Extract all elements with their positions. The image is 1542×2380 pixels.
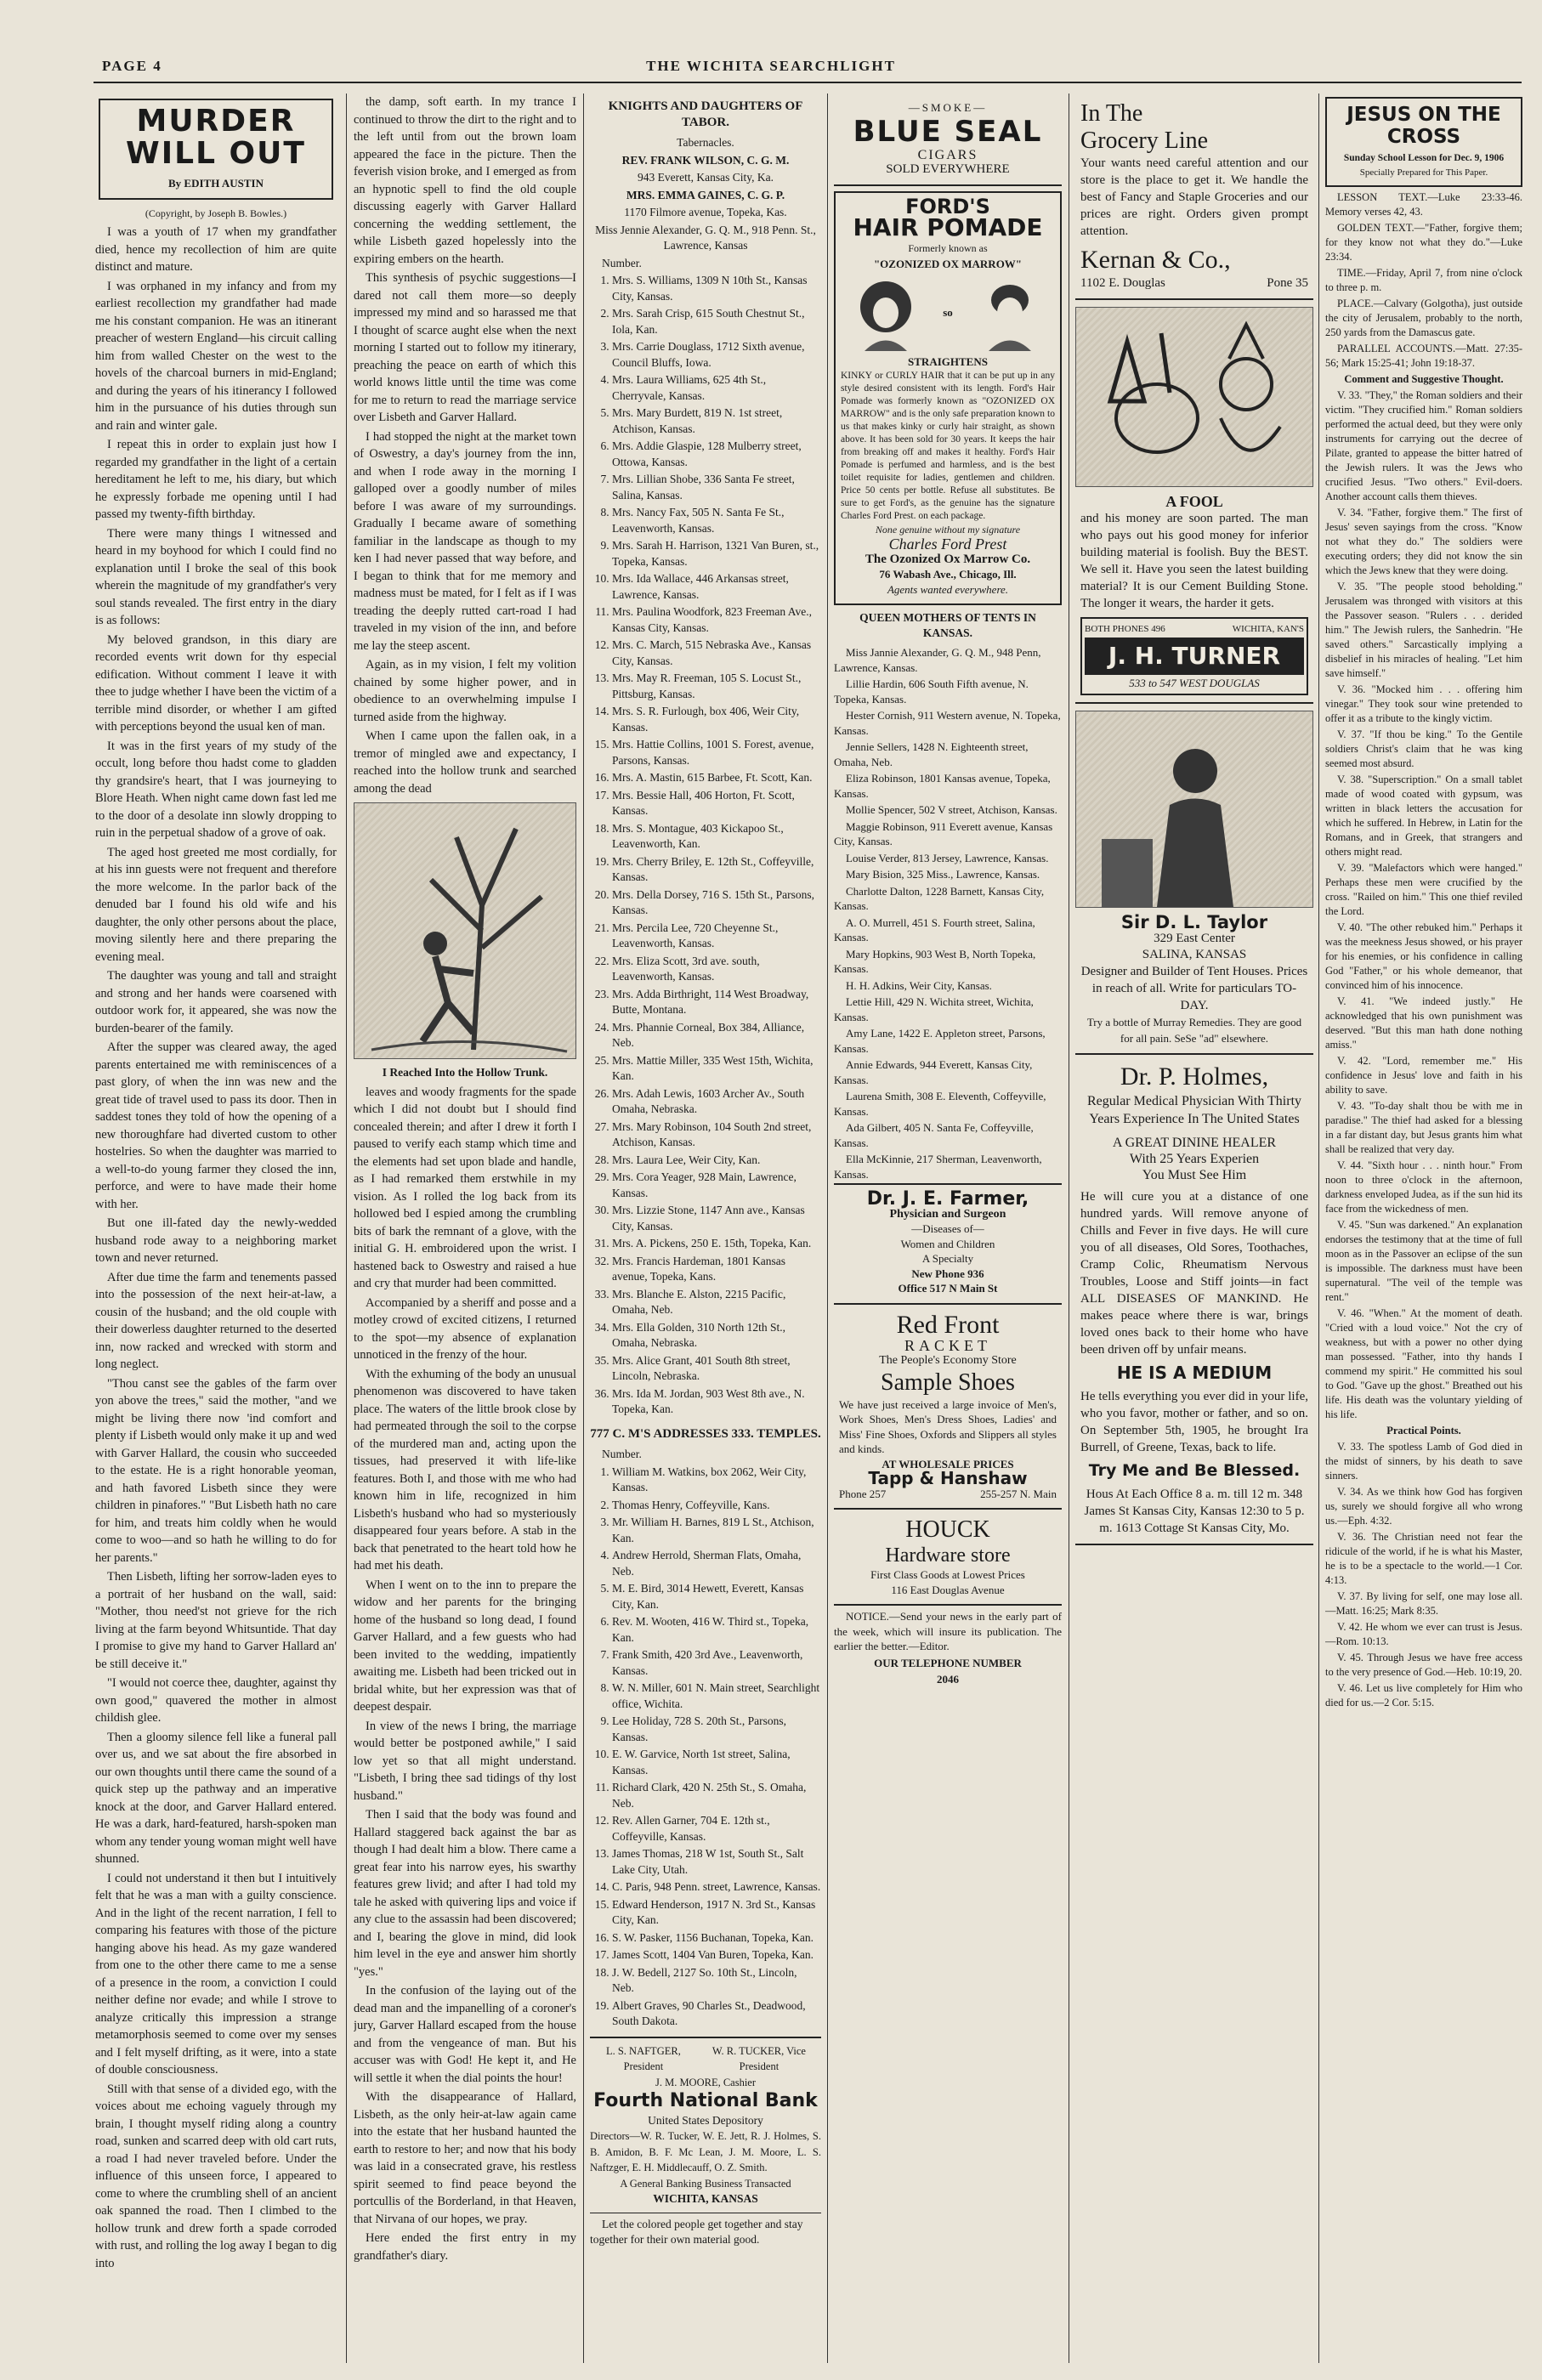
- holmes-ad: [1075, 1055, 1313, 1545]
- lesson-title-box: [1325, 97, 1522, 187]
- temples-heading: 777 C. M'S ADDRESSES 333. TEMPLES.: [590, 1426, 821, 1441]
- list-item: 21. Mrs. Percila Lee, 720 Cheyenne St., Leavenworth, Kansas.: [612, 921, 821, 952]
- fool-caption: A FOOL: [1165, 493, 1223, 510]
- list-item: 10. Mrs. Ida Wallace, 446 Arkansas street, Lawrence, Kansas.: [612, 571, 821, 603]
- story-paragraph: the damp, soft earth. In my trance I continued to throw the dirt to the right and to the left until from out the brown loam appeared the face in the picture. Then the feverish vision broke, and I emerged as from an hypnotic spell to find the old couple discussing eagerly with Garver Hallard concerning the wedding settlement, the while Lisbeth gazed hopelessly into the expiring embers on the hearth.: [354, 95, 576, 266]
- list-item: 1. Mrs. S. Williams, 1309 N 10th St., Kansas City, Kansas.: [612, 273, 821, 304]
- red-front-ad: [834, 1305, 1062, 1510]
- houck-label: HOUCK: [905, 1516, 990, 1543]
- story-paragraph: Still with that sense of a divided ego, with the voices about me echoing vaguely through my brain, I thought myself riding along a country road, sunken and scarred deep with old cart ruts, a road I had never traveled before. Under the influence of this unseen force, I appeared to come to where the crumbling shell of an ancient oak spanned the road. Then I climbed to the hollow trunk and drew forth a spade corroded with rust, and rolling the log away I began to dig into: [95, 2082, 337, 2270]
- queen-list: [834, 645, 1062, 1182]
- story-paragraph: I repeat this in order to explain just how I regarded my grandfather in the light of a certain hereditament he left to me, his diary, but which he expressly forbade me opening until I had passed my twenty-fifth birthday.: [95, 438, 337, 521]
- knights-officer-address: 943 Everett, Kansas City, Ka.: [638, 171, 774, 184]
- masthead: [0, 0, 1542, 94]
- list-item: 5. M. E. Bird, 3014 Hewett, Everett, Kansas City, Kan.: [612, 1581, 821, 1612]
- turner-city: WICHITA, KAN'S: [1232, 624, 1304, 634]
- story-title: MURDER WILL OUT: [126, 104, 306, 171]
- man-portrait-photo: [1076, 711, 1312, 907]
- list-item: 18. Mrs. S. Montague, 403 Kickapoo St., Leavenworth, Kan.: [612, 821, 821, 853]
- list-item: 30. Mrs. Lizzie Stone, 1147 Ann ave., Kansas City, Kansas.: [612, 1203, 821, 1234]
- hair-pomade-label: HAIR POMADE: [853, 213, 1043, 241]
- list-item: 11. Richard Clark, 420 N. 25th St., S. Omaha, Neb.: [612, 1780, 821, 1811]
- story-paragraph: With the exhuming of the body an unusual phenomenon was discovered to have taken place. The waters of the little brook close by had permeated through the soil to the corpse of the murdered man and, acting upon the tissues, had preserved it with life-like features. Both I, and those with me who had known him in life, recognized in him Lisbeth's husband who had so mysteriously disappeared four years before. A stab in the back that penetrated to the heart told how he had met his death.: [354, 1367, 576, 1572]
- lesson-title: JESUS ON THE CROSS: [1346, 104, 1501, 148]
- column-rule: [827, 94, 828, 2363]
- so-label: so: [943, 306, 953, 320]
- list-item: 15. Edward Henderson, 1917 N. 3rd St., Kansas City, Kan.: [612, 1897, 821, 1929]
- list-item: Louise Verder, 813 Jersey, Lawrence, Kansas.: [846, 851, 1049, 864]
- agents-label: Agents wanted everywhere.: [887, 582, 1009, 596]
- list-item: Lettie Hill, 429 N. Wichita street, Wichita, Kansas.: [834, 995, 1034, 1023]
- list-item: 18. J. W. Bedell, 2127 So. 10th St., Lincoln, Neb.: [612, 1965, 821, 1997]
- lesson-paragraph: V. 38. "Superscription." On a small tablet made of wood coated with gypsum, was written in black letters the accusation for which he suffered. In Hebrew, in Latin for the Romans, and in Greek, that strangers and others might read.: [1325, 774, 1522, 858]
- list-item: 9. Mrs. Sarah H. Harrison, 1321 Van Buren, st., Topeka, Kansas.: [612, 538, 821, 570]
- blue-seal-brand: BLUE SEAL: [853, 114, 1043, 149]
- lesson-paragraph: V. 34. As we think how God has forgiven us, surely we should forgive all who wrong us.—Eph. 4:32.: [1325, 1486, 1522, 1527]
- lesson-paragraph: V. 34. "Father, forgive them." The first of Jesus' seven sayings from the cross. "Know not what they do." The soldiers were executing orders; they did not know the sin which the Jews knew that they were doing.: [1325, 507, 1522, 576]
- list-item: 24. Mrs. Phannie Corneal, Box 384, Alliance, Neb.: [612, 1020, 821, 1051]
- list-item: Annie Edwards, 944 Everett, Kansas City, Kansas.: [834, 1058, 1033, 1086]
- story-paragraph: The daughter was young and tall and straight and strong and her hands were coarsened with outdoor work for, it appeared, she was now the burden-bearer of the family.: [95, 969, 337, 1035]
- turner-sign: [1080, 617, 1308, 695]
- lesson-paragraph: V. 46. Let us live completely for Him who died for us.—2 Cor. 5:15.: [1325, 1682, 1522, 1708]
- bank-subtitle: United States Depository: [648, 2113, 763, 2127]
- list-item: 11. Mrs. Paulina Woodfork, 823 Freeman Ave., Kansas City, Kansas.: [612, 604, 821, 636]
- directory-column: [590, 94, 821, 2354]
- tree-figure-illustration: [354, 803, 576, 1058]
- list-item: Ella McKinnie, 217 Sherman, Leavenworth, Kansas.: [834, 1153, 1042, 1181]
- telephone-number: 2046: [937, 1673, 959, 1686]
- list-item: Mary Hopkins, 903 West B, North Topeka, Kansas.: [834, 947, 1036, 975]
- list-item: Mollie Spencer, 502 V street, Atchison, Kansas.: [846, 803, 1057, 816]
- knights-officer-address: 1170 Filmore avenue, Topeka, Kas.: [624, 206, 787, 218]
- list-item: 6. Rev. M. Wooten, 416 W. Third st., Topeka, Kan.: [612, 1614, 821, 1646]
- list-item: 9. Lee Holiday, 728 S. 20th St., Parsons, Kansas.: [612, 1714, 821, 1745]
- illustration-caption: I Reached Into the Hollow Trunk.: [382, 1066, 548, 1079]
- list-item: 2. Mrs. Sarah Crisp, 615 South Chestnut St., Iola, Kan.: [612, 306, 821, 337]
- farmer-title: Physician and Surgeon: [889, 1207, 1006, 1221]
- list-item: 2. Thomas Henry, Coffeyville, Kans.: [612, 1498, 821, 1514]
- lesson-paragraph: V. 41. "We indeed justly." He acknowledged that his own punishment was deserved. "But this man hath done nothing amiss.": [1325, 995, 1522, 1051]
- list-item: 12. Rev. Allen Garner, 704 E. 12th st., Coffeyville, Kansas.: [612, 1813, 821, 1844]
- grocery-ad: [1075, 94, 1313, 300]
- list-item: 33. Mrs. Blanche E. Alston, 2215 Pacific, Omaha, Neb.: [612, 1287, 821, 1318]
- list-item: 29. Mrs. Cora Yeager, 928 Main, Lawrence, Kansas.: [612, 1170, 821, 1201]
- story-column-1: [95, 94, 337, 2354]
- knights-heading: KNIGHTS AND DAUGHTERS OF TABOR.: [608, 99, 803, 129]
- list-item: 19. Mrs. Cherry Briley, E. 12th St., Coffeyville, Kansas.: [612, 854, 821, 886]
- column-rule: [346, 94, 347, 2363]
- lesson-paragraph: V. 43. "To-day shalt thou be with me in paradise." The thief had asked for a blessing in a far distant day, but Jesus grants him what shall be realized that very day.: [1325, 1100, 1522, 1155]
- lesson-section-heading: Practical Points.: [1386, 1425, 1461, 1436]
- list-item: 22. Mrs. Eliza Scott, 3rd ave. south, Leavenworth, Kansas.: [612, 954, 821, 985]
- story-paragraph: When I went on to the inn to prepare the widow and her parents for the bringing home of the husband so long dead, I found Garver Hallard, and a few guests who had been invited to the wedding, impatiently awaiting me. Lisbeth had been tricked out in bridal white, but her expression was that of deepest despair.: [354, 1578, 576, 1714]
- page-number: PAGE 4: [102, 58, 162, 74]
- bank-vice-president: W. R. TUCKER, Vice President: [711, 2044, 806, 2072]
- temples-list: [590, 1465, 821, 2030]
- story-paragraph: But one ill-fated day the newly-wedded husband rode away to a neighboring market town and never returned.: [95, 1216, 337, 1265]
- list-item: 19. Albert Graves, 90 Charles St., Deadwood, South Dakota.: [612, 1998, 821, 2030]
- story-paragraph: Here ended the first entry in my grandfather's diary.: [354, 2231, 576, 2263]
- story-paragraph: I was a youth of 17 when my grandfather died, hence my recollection of him are quite distinct and mature.: [95, 225, 337, 274]
- list-item: 5. Mrs. Mary Burdett, 819 N. 1st street, Atchison, Kansas.: [612, 405, 821, 437]
- list-item: 3. Mrs. Carrie Douglass, 1712 Sixth avenue, Council Bluffs, Iowa.: [612, 339, 821, 371]
- story-byline: By EDITH AUSTIN: [168, 177, 264, 190]
- blue-seal-ad: [834, 94, 1062, 186]
- list-item: Lillie Hardin, 606 South Fifth avenue, N. Topeka, Kansas.: [834, 677, 1029, 706]
- story-paragraph: This synthesis of psychic suggestions—I dared not call them more—so deeply impressed my mind and so harassed me that I thought of scarce aught else when the next morning I started out to follow my itinerary, preaching the peace on earth of which this world knows little until the time was come for me to return to read the marriage service over Lisbeth and Garver Hallard.: [354, 271, 576, 424]
- list-item: 17. James Scott, 1404 Van Buren, Topeka, Kan.: [612, 1947, 821, 1964]
- healer-experience: With 25 Years Experien: [1129, 1152, 1260, 1166]
- fool-text: and his money are soon parted. The man who pays out his good money for inferior building material is foolish. Buy the BEST. We sell it. Have you seen the latest building material? It is our Cement Building Stone. The longer it wears, the harder it gets.: [1080, 512, 1308, 610]
- lesson-paragraph: V. 45. Through Jesus we have free access to the very presence of God.—Heb. 10:19, 20.: [1325, 1652, 1522, 1678]
- list-item: 25. Mrs. Mattie Miller, 335 West 15th, Wichita, Kan.: [612, 1053, 821, 1085]
- story-paragraph: Again, as in my vision, I felt my volition chained by some higher power, and in obedience to an overwhelming impulse I turned aside from the highway.: [354, 658, 576, 724]
- queen-heading: QUEEN MOTHERS OF TENTS IN KANSAS.: [859, 611, 1036, 639]
- list-item: 13. James Thomas, 218 W 1st, South St., Salt Lake City, Utah.: [612, 1846, 821, 1878]
- lesson-paragraph: V. 44. "Sixth hour . . . ninth hour." From noon to three o'clock in the afternoon, darkness enveloped Judea, as if the sun hid its face from the wickedness of men.: [1325, 1159, 1522, 1215]
- farmer-name: Dr. J. E. Farmer,: [866, 1188, 1029, 1210]
- list-item: 14. Mrs. S. R. Furlough, box 406, Weir City, Kansas.: [612, 704, 821, 735]
- straightens-label: STRAIGHTENS: [908, 355, 988, 368]
- list-item: 12. Mrs. C. March, 515 Nebraska Ave., Kansas City, Kansas.: [612, 638, 821, 669]
- story-paragraph: I had stopped the night at the market town of Oswestry, a day's journey from the inn, and when I rode away in the morning I galloped over a goodly number of miles before I was aware of my surroundings. Gradually I became aware of something familiar in the landscape as though to my ken I had never passed that way before, and I began to think that for me memory and madness must be mated, for I felt as if I was treading the deeply rutted cart-road I had traveled in my vision of the inn, and before me lay the steep ascent.: [354, 429, 576, 653]
- list-item: A. O. Murrell, 451 S. Fourth street, Salina, Kansas.: [834, 915, 1035, 944]
- lesson-paragraph: PARALLEL ACCOUNTS.—Matt. 27:35-56; Mark 15:25-41; John 19:18-37.: [1325, 343, 1522, 369]
- tapp-hanshaw: Tapp & Hanshaw: [868, 1468, 1028, 1488]
- list-item: Amy Lane, 1422 E. Appleton street, Parsons, Kansas.: [834, 1027, 1046, 1055]
- lesson-paragraph: LESSON TEXT.—Luke 23:33-46. Memory verses 42, 43.: [1325, 191, 1522, 218]
- list-item: 4. Andrew Herrold, Sherman Flats, Omaha, Neb.: [612, 1548, 821, 1579]
- ads-column-right: [1075, 94, 1313, 2354]
- story-paragraph: After the supper was cleared away, the aged parents entertained me with reminiscences of a past glory, of when the inn was new and the great tide of travel used to pass its door. Then in saddest tones they told of how the opening of a new thoroughfare had diverted custom to other hostelries. So when the daughter was married to a well-to-do young farmer they closed the inn, perforce, and were to have made their home with her.: [95, 1040, 337, 1211]
- holmes-name: Dr. P. Holmes,: [1120, 1062, 1269, 1091]
- sample-shoes-text: We have just received a large invoice of Men's, Work Shoes, Men's Dress Shoes, Ladies' and Miss' Fine Shoes, Oxfords and Slippers all styles and kinds.: [839, 1397, 1057, 1455]
- lesson-paragraph: V. 37. By living for self, one may lose all.—Matt. 16:25; Mark 8:35.: [1325, 1590, 1522, 1617]
- fords-text: KINKY or CURLY HAIR that it can be put up in any style desired consistent with its length. Ford's Hair Pomade was formerly known as "OZONIZED OX MARROW" and is the only safe preparation known to us that makes kinky or curly hair straight, as shown above. It has been sold for 30 years. It keeps the hair from breaking off and makes it healthy. Ford's Hair Pomade is perfumed and harmless, and is the best toilet requisite for ladies, gentlemen and children. Price 50 cents per bottle. Refuse all substitutes. Be sure to get Ford's, as the genuine has the signature Charles Ford Prest. on each package.: [841, 370, 1055, 521]
- bank-name: Fourth National Bank: [593, 2090, 818, 2111]
- story-paragraph: "I would not coerce thee, daughter, against thy own good," quavered the mother in almost childish glee.: [95, 1676, 337, 1725]
- lesson-paragraph: V. 36. The Christian need not fear the ridicule of the world, if he is what his Master, he is to be a spectacle to the world.—1 Cor. 4:13.: [1325, 1531, 1522, 1586]
- bank-general: A General Banking Business Transacted: [620, 2177, 791, 2190]
- kernan-phone: Pone 35: [1267, 276, 1308, 290]
- story-paragraph: In view of the news I bring, the marriage would better be postponed awhile," I said low yet so that all might understand. "Lisbeth, I bring thee sad tidings of thy lost husband.": [354, 1719, 576, 1803]
- farmer-women: Women and Children: [900, 1237, 995, 1250]
- knights-officer: REV. FRANK WILSON, C. G. M.: [621, 153, 790, 167]
- lesson-paragraph: V. 35. "The people stood beholding." Jerusalem was thronged with visitors at this the Passover season. "Rulers . . . derided him." The Jewish rulers, the Sanhedrin. "He saved others." Sarcastically implying a disbelief in his miracles of healing. "Let him save himself.": [1325, 581, 1522, 679]
- lesson-paragraph: V. 33. "They," the Roman soldiers and their victim. "They crucified him." Roman soldiers performed the actual deed, but they were only instruments for carrying out the decree of Pilate, granted to appease the bitter hatred of the Jewish rulers. It was the Jews who crucified Jesus. "Two others." Evil-doers. Another account calls them thieves.: [1325, 389, 1522, 502]
- formerly-label: Formerly known as: [908, 242, 988, 254]
- list-item: 6. Mrs. Addie Glaspie, 128 Mulberry street, Ottowa, Kansas.: [612, 439, 821, 470]
- bank-ad: [590, 2037, 821, 2207]
- list-item: Mary Bision, 325 Miss., Lawrence, Kansas.: [846, 868, 1040, 881]
- healer-text: He will cure you at a distance of one hundred yards. Will remove anyone of Chills and Fever in five days. He will cure you of all diseases, Old Sores, Toothaches, Cramp Colic, Rheumatism Nervous Troubles, Loose and Stiff joints—in fact ALL DISEASES OF MANKIND. He makes peace where there is war, brings loved ones back to their home who have been driven off by unfair means.: [1080, 1190, 1308, 1357]
- ads-column-left: [834, 94, 1062, 2354]
- grocery-heading-1: In The: [1080, 100, 1143, 127]
- story-paragraph: I could not understand it then but I intuitively felt that he was a man with a guilty conscience. And in the light of the recent narration, I fell to comparing his features with those of the picture hanging above his head. As my gaze wandered from one to the other there came to me a sense of a presence in the room, a conviction I could neither define nor evade; and while I strove to analyze critically this impression a strange metamorphosis seemed to come over my senses and I felt myself drifting, as it were, into a state of double consciousness.: [95, 1871, 337, 2077]
- list-item: 13. Mrs. May R. Freeman, 105 S. Locust St., Pittsburg, Kansas.: [612, 671, 821, 702]
- list-item: 7. Frank Smith, 420 3rd Ave., Leavenworth, Kansas.: [612, 1647, 821, 1679]
- list-item: 16. S. W. Pasker, 1156 Buchanan, Topeka, Kan.: [612, 1930, 821, 1946]
- sold-label: SOLD EVERYWHERE: [886, 162, 1010, 176]
- list-item: 8. W. N. Miller, 601 N. Main street, Searchlight office, Wichita.: [612, 1680, 821, 1712]
- red-front-label: Red Front: [896, 1310, 1000, 1339]
- tapp-address: 255-257 N. Main: [980, 1487, 1057, 1500]
- kernan-name: Kernan & Co.,: [1080, 246, 1231, 274]
- kernan-address: 1102 E. Douglas: [1080, 276, 1165, 290]
- houck-ad: [834, 1510, 1062, 1606]
- taylor-address: 329 East Center: [1154, 932, 1235, 945]
- story-paragraph: Then Lisbeth, lifting her sorrow-laden eyes to a portrait of her husband on the wall, said: "Mother, thou need'st not grieve for the rich living at the farm beyond Whitsuntide. That day I promise to give my hand to Garver Hallard an' be still deceive it.": [95, 1570, 337, 1671]
- taylor-text: Designer and Builder of Tent Houses. Prices in reach of all. Write for particulars TO-DAY.: [1080, 965, 1308, 1012]
- lesson-paragraph: V. 42. He whom we ever can trust is Jesus.—Rom. 10:13.: [1325, 1621, 1522, 1647]
- story-paragraph: My beloved grandson, in this diary are recorded events writ down for thy especial edification. Without comment I leave it with thee to judge whether I have been the victim of a terrible mind disorder, or whether I am gifted with perceptions beyond the usual ken of man.: [95, 632, 337, 734]
- list-item: 31. Mrs. A. Pickens, 250 E. 15th, Topeka, Kan.: [612, 1236, 821, 1252]
- fords-label: FORD'S: [905, 194, 990, 218]
- list-item: 7. Mrs. Lillian Shobe, 336 Santa Fe street, Salina, Kansas.: [612, 472, 821, 503]
- story-title-box: [99, 99, 333, 200]
- list-item: 15. Mrs. Hattie Collins, 1001 S. Forest, avenue, Parsons, Kansas.: [612, 737, 821, 768]
- farmer-office: Office 517 N Main St: [898, 1282, 998, 1295]
- knights-officer: MRS. EMMA GAINES, C. G. P.: [626, 188, 785, 201]
- bank-city: WICHITA, KANSAS: [653, 2192, 758, 2205]
- tapp-phone: Phone 257: [839, 1487, 887, 1500]
- story-paragraph: Then I said that the body was found and Hallard staggered back against the bar as though I had dealt him a blow. There came a great fear into his narrow eyes, his swarthy features grew livid; and after I had told my tale he asked with quivering lips and voice if any clue to the assassin had been discovered; and I, bearing the glove in mind, did look him level in the eye and answer him shortly "yes.": [354, 1808, 576, 1979]
- fool-ad: [1075, 487, 1313, 704]
- lesson-paragraph: PLACE.—Calvary (Golgotha), just outside the city of Jerusalem, probably to the north, 250 yards from the Damascus gate.: [1325, 298, 1522, 338]
- turner-address: 533 to 547 WEST DOUGLAS: [1129, 677, 1260, 689]
- taylor-city: SALINA, KANSAS: [1142, 948, 1247, 961]
- turner-phone: BOTH PHONES 496: [1085, 624, 1165, 634]
- list-item: 14. C. Paris, 948 Penn. street, Lawrence, Kansas.: [612, 1879, 821, 1896]
- story-paragraph: There were many things I witnessed and heard in my boyhood for which I could find no explanation until I broke the seal of this book wherein the magnitude of my grandfather's very soul stands revealed. The first entry in the diary is as follows:: [95, 526, 337, 627]
- column-rule: [1318, 94, 1319, 2363]
- smoke-label: —SMOKE—: [908, 101, 988, 114]
- tabernacle-list: [590, 273, 821, 1418]
- list-item: Ada Gilbert, 405 N. Santa Fe, Coffeyville, Kansas.: [834, 1121, 1034, 1149]
- newspaper-name: THE WICHITA SEARCHLIGHT: [646, 58, 896, 74]
- story-paragraph: In the confusion of the laying out of the dead man and the impanelling of a coroner's jury, Garver Hallard escaped from the house and from the vengeance of man. But his accuser was with God! He kept it, and He will settle it when the dial points the hour!: [354, 1984, 576, 2085]
- list-item: Laurena Smith, 308 E. Eleventh, Coffeyville, Kansas.: [834, 1090, 1046, 1118]
- taylor-ad: [1075, 908, 1313, 1055]
- racket-label: RACKET: [904, 1336, 991, 1354]
- taylor-name: Sir D. L. Taylor: [1120, 912, 1268, 932]
- list-item: 27. Mrs. Mary Robinson, 104 South 2nd street, Atchison, Kansas.: [612, 1119, 821, 1151]
- story-paragraph: "Thou canst see the gables of the farm over yon above the trees," said the mother, "and we might be living there now 'ind comfort and plenty if Lisbeth would only make it up and wed with Garver Hallard, the cousin who succeeded to the estate. He is a right honorable yeoman, and hath favored Lisbeth since they were children in pinafores." "But Lisbeth hath no care for him, and treats him coldly when he would come to woo—and so hath he willing to do for her parents.": [95, 1376, 337, 1565]
- colored-people-note: Let the colored people get together and stay together for their own material good.: [590, 2213, 821, 2248]
- economy-store-label: The People's Economy Store: [879, 1354, 1017, 1367]
- list-item: 4. Mrs. Laura Williams, 625 4th St., Cherryvale, Kansas.: [612, 372, 821, 404]
- hardware-store-label: Hardware store: [885, 1544, 1011, 1567]
- farmer-phone: New Phone 936: [911, 1266, 984, 1280]
- list-item: 34. Mrs. Ella Golden, 310 North 12th St., Omaha, Nebraska.: [612, 1320, 821, 1352]
- list-item: 23. Mrs. Adda Birthright, 114 West Broadway, Butte, Montana.: [612, 987, 821, 1018]
- list-item: 36. Mrs. Ida M. Jordan, 903 West 8th ave., N. Topeka, Kan.: [612, 1386, 821, 1418]
- lesson-paragraph: V. 40. "The other rebuked him." Perhaps it was the meekness Jesus showed, or his prayer for his enemies, or his confidence in calling God "Father," or his whole demeanor, that convinced him of his innocence.: [1325, 921, 1522, 991]
- signature: Charles Ford Prest: [888, 536, 1007, 552]
- bank-directors: Directors—W. R. Tucker, W. E. Jett, R. J. Holmes, S. B. Amidon, B. F. Mc Lean, J. M. Moore, L. S. Naftzger, E. H. Middlecauff, O. Z. Smith.: [590, 2130, 821, 2173]
- list-item: Maggie Robinson, 911 Everett avenue, Kansas City, Kansas.: [834, 819, 1053, 847]
- office-hours: Hous At Each Office 8 a. m. till 12 m. 348 James St Kansas City, Kansas 12:30 to 5 p. m. 1613 Cottage St Kansas City, Mo.: [1084, 1488, 1305, 1535]
- list-label: Number.: [602, 1448, 642, 1460]
- list-label: Number.: [602, 256, 642, 269]
- list-item: 10. E. W. Garvice, North 1st street, Salina, Kansas.: [612, 1747, 821, 1778]
- wholesale-label: AT WHOLESALE PRICES: [882, 1457, 1014, 1470]
- list-item: Hester Cornish, 911 Western avenue, N. Topeka, Kansas.: [834, 709, 1061, 737]
- story-paragraph: leaves and woody fragments for the spade which I did not doubt but I should find concealed therein; and after I drew it forth I paused to verify each stamp which time and the elements had set upon blade and handle, as I had remarked them erstwhile in my vision. As I rolled the log back from its hollowed bed I espied among the crumbling bits of bark the remnant of a glove, with the initial G. H. embroidered upon the wrist. I hastened back to Oswestry and raised a hue and cry that murder had been committed.: [354, 1085, 576, 1290]
- sample-shoes-label: Sample Shoes: [881, 1368, 1015, 1396]
- lesson-section-heading: Comment and Suggestive Thought.: [1344, 373, 1504, 385]
- lesson-subtitle-2: Specially Prepared for This Paper.: [1359, 167, 1488, 178]
- turner-name: J. H. TURNER: [1085, 638, 1304, 675]
- houck-goods: First Class Goods at Lowest Prices: [870, 1568, 1025, 1581]
- cigars-label: CIGARS: [917, 147, 978, 162]
- list-item: 16. Mrs. A. Mastin, 615 Barbee, Ft. Scott, Kan.: [612, 770, 821, 786]
- ox-company: The Ozonized Ox Marrow Co.: [865, 552, 1031, 566]
- ox-address: 76 Wabash Ave., Chicago, Ill.: [879, 568, 1017, 581]
- notice-text: NOTICE.—Send your news in the early part of the week, which will insure its publication. The earlier the better.—Editor.: [834, 1610, 1062, 1652]
- holmes-text: Regular Medical Physician With Thirty Years Experience In The United States: [1086, 1094, 1302, 1126]
- lesson-paragraph: V. 45. "Sun was darkened." An explanation endorses the testimony that at the time of full moon as in the Passover an eclipse of the sun is impossible. The darkness must have been supernatural. "The veil of the temple was rent.": [1325, 1219, 1522, 1303]
- farmer-specialty: A Specialty: [921, 1252, 974, 1265]
- list-item: 1. William M. Watkins, box 2062, Weir City, Kansas.: [612, 1465, 821, 1496]
- story-paragraph: With the disappearance of Hallard, Lisbeth, as the only heir-at-law again came into the estate that her husband haunted the earth to restore to her; and now that his body was laid in a consecrated grave, his restless spirit seemed to find peace beyond the portcullis of the Borderland, in that Heaven, that Nirvana of our hopes, we pray.: [354, 2090, 576, 2226]
- knights-subheading: Tabernacles.: [677, 136, 734, 149]
- grocery-text: Your wants need careful attention and our store is the place to get it. We handle the best of Fancy and Staple Groceries and our prices are right. Orders given prompt attention.: [1080, 156, 1308, 238]
- lesson-column: [1325, 94, 1522, 2354]
- list-item: Miss Jannie Alexander, G. Q. M., 948 Penn, Lawrence, Kansas.: [834, 646, 1041, 674]
- farmer-diseases: —Diseases of—: [911, 1222, 984, 1235]
- list-item: 8. Mrs. Nancy Fax, 505 N. Santa Fe St., Leavenworth, Kansas.: [612, 505, 821, 536]
- masthead-rule: [94, 82, 1522, 83]
- lesson-paragraph: GOLDEN TEXT.—"Father, forgive them; for they know not what they do."—Luke 23:34.: [1325, 222, 1522, 263]
- lesson-paragraph: V. 46. "When." At the moment of death. "Cried with a loud voice." Not the cry of weakness, but with a power no other dying man possessed. "Father, into thy hands I commend my spirit." He committed his soul to God. "Gave up the ghost." Breathed out his life. His death was the voluntary yielding of his life.: [1325, 1307, 1522, 1420]
- story-copyright: (Copyright, by Joseph B. Bowles.): [145, 207, 287, 219]
- story-paragraph: Accompanied by a sheriff and posse and a motley crowd of excited citizens, I returned to the spot—my absence of explanation unnoticed in the frenzy of the hour.: [354, 1295, 576, 1362]
- lesson-paragraph: V. 39. "Malefactors which were hanged." Perhaps these men were crucified by the cross. "Railed on him." This one thief reviled the Lord.: [1325, 862, 1522, 917]
- list-item: H. H. Adkins, Weir City, Kansas.: [846, 978, 992, 992]
- lesson-paragraph: V. 42. "Lord, remember me." His confidence in Jesus' love and faith in his ability to save.: [1325, 1055, 1522, 1096]
- blessed-heading: Try Me and Be Blessed.: [1088, 1461, 1301, 1480]
- lesson-paragraph: V. 33. The spotless Lamb of God died in the midst of sinners, by his death to save sinners.: [1325, 1441, 1522, 1482]
- genuine-label: None genuine without my signature: [875, 523, 1021, 536]
- woman-portrait-before: [852, 275, 920, 351]
- healer-must-see: You Must See Him: [1142, 1168, 1247, 1182]
- list-item: 3. Mr. William H. Barnes, 819 L St., Atchison, Kan.: [612, 1515, 821, 1546]
- story-illustration: [354, 802, 576, 1059]
- story-paragraph: Then a gloomy silence fell like a funeral pall over us, and we sat about the fire absorbed in our own thoughts until there came the sound of a quick step up the pathway and an imperative knock at the door, and Garver Hallard entered. He was a dark, hard-featured, harsh-spoken man whom any tender young woman might well have shunned.: [95, 1730, 337, 1866]
- knights-officer: Miss Jennie Alexander, G. Q. M., 918 Penn. St., Lawrence, Kansas: [595, 223, 816, 252]
- lesson-subtitle: Sunday School Lesson for Dec. 9, 1906: [1343, 153, 1505, 163]
- list-item: Jennie Sellers, 1428 N. Eighteenth street, Omaha, Neb.: [834, 740, 1029, 768]
- taylor-portrait: [1075, 711, 1313, 908]
- list-item: 35. Mrs. Alice Grant, 401 South 8th street, Lincoln, Nebraska.: [612, 1353, 821, 1385]
- list-item: 32. Mrs. Francis Hardeman, 1801 Kansas avenue, Topeka, Kans.: [612, 1254, 821, 1285]
- healer-heading: A GREAT DININE HEALER: [1112, 1136, 1277, 1150]
- woman-portrait-after: [976, 275, 1044, 351]
- bank-president: L. S. NAFTGER, President: [605, 2044, 681, 2072]
- story-paragraph: It was in the first years of my study of the occult, long before thou hadst come to gladden thy grandsire's heart, that I was journeying to Blore Heath. When night came down fast led me to the door of a desolate inn slowly dropping to ruin in the perpetual shadow of a grove of oak.: [95, 739, 337, 840]
- list-item: 17. Mrs. Bessie Hall, 406 Horton, Ft. Scott, Kansas.: [612, 788, 821, 819]
- farmer-ad: [834, 1183, 1062, 1305]
- story-paragraph: I was orphaned in my infancy and from my earliest recollection my grandfather had made me his constant companion. He was an itinerant preacher of western England—his circuit calling him from walled Chester on the west to the hovels of the charcoal burners in mid-England; and during the years of his itinerancy I followed him in the pursuance of his duties through sun and rain and winter gale.: [95, 279, 337, 433]
- list-item: 20. Mrs. Della Dorsey, 716 S. 15th St., Parsons, Kansas.: [612, 887, 821, 919]
- list-item: 26. Mrs. Adah Lewis, 1603 Archer Av., South Omaha, Nebraska.: [612, 1086, 821, 1118]
- medium-text: He tells everything you ever did in your life, who you favor, mother or father, and so on. On September 5th, 1905, he brought Ira Burrell, of Greene, Texas, back to life.: [1080, 1390, 1308, 1454]
- lesson-paragraph: V. 37. "If thou be king." To the Gentile soldiers Christ's claim that he was king seemed most absurd.: [1325, 728, 1522, 769]
- medium-heading: HE IS A MEDIUM: [1116, 1363, 1273, 1383]
- list-item: Eliza Robinson, 1801 Kansas avenue, Topeka, Kansas.: [834, 772, 1051, 800]
- list-item: 28. Mrs. Laura Lee, Weir City, Kan.: [612, 1153, 821, 1169]
- taylor-note: Try a bottle of Murray Remedies. They are good for all pain. SeSe "ad" elsewhere.: [1086, 1016, 1302, 1045]
- column-rule: [583, 94, 584, 2363]
- story-paragraph: After due time the farm and tenements passed into the possession of the next heir-at-law, a cousin of the husband; and the old couple with their dowerless daughter returned to the deserted inn, now racked and wrecked with storm and long neglect.: [95, 1270, 337, 1371]
- story-column-2: [354, 94, 576, 2354]
- fords-pomade-ad: [834, 191, 1062, 606]
- lesson-paragraph: V. 36. "Mocked him . . . offering him vinegar." They took sour wine pretended to offer it as a tribute to the kingly victim.: [1325, 683, 1522, 724]
- lesson-paragraph: TIME.—Friday, April 7, from nine o'clock to three p. m.: [1325, 267, 1522, 293]
- bank-cashier: J. M. MOORE, Cashier: [655, 2076, 757, 2088]
- list-item: Charlotte Dalton, 1228 Barnett, Kansas City, Kansas.: [834, 884, 1045, 912]
- story-paragraph: When I came upon the fallen oak, in a tremor of mingled awe and expectancy, I reached into the hollow trunk and searched among the dead: [354, 729, 576, 796]
- donkey-clown-cartoon: [1076, 308, 1312, 486]
- fool-cartoon: [1075, 307, 1313, 487]
- telephone-label: OUR TELEPHONE NUMBER: [874, 1656, 1022, 1669]
- houck-address: 116 East Douglas Avenue: [891, 1583, 1005, 1596]
- story-paragraph: The aged host greeted me most cordially, for at his inn guests were not frequent and therefore the more welcome. In the parlor back of the denuded bar I found his old wife and his daughter, the only other persons about the place, moving silently here and there preparing the evening meal.: [95, 845, 337, 964]
- grocery-heading-2: Grocery Line: [1080, 128, 1209, 154]
- ozonized-label: "OZONIZED OX MARROW": [873, 257, 1023, 270]
